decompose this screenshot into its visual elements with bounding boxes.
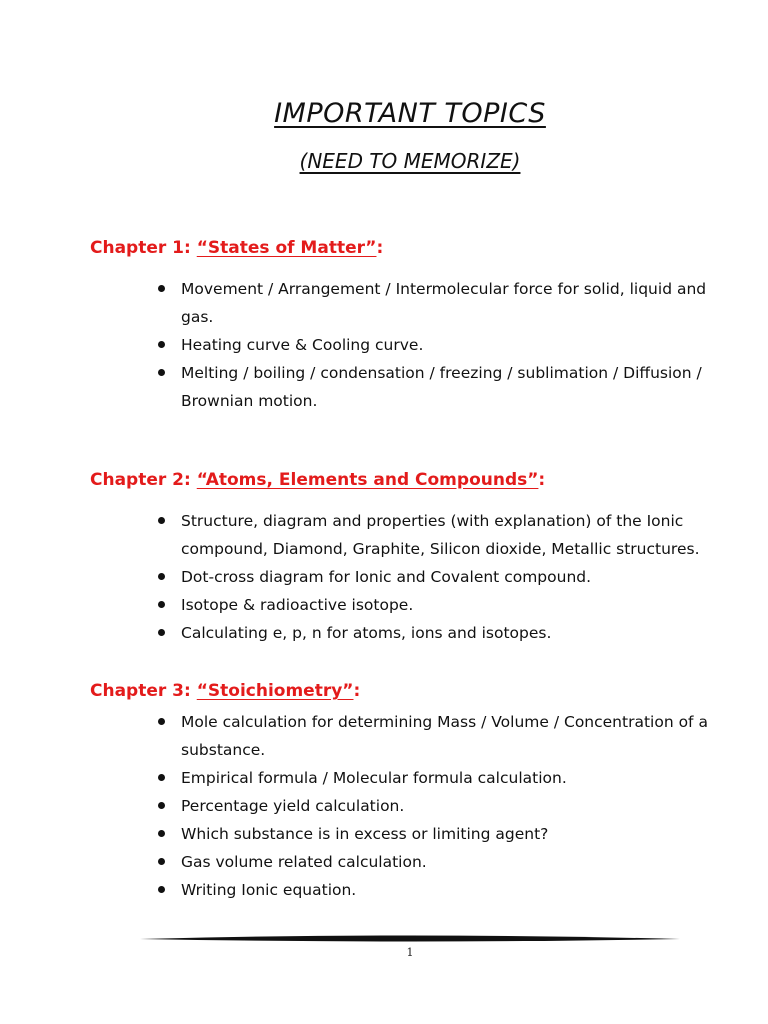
page-subtitle: (NEED TO MEMORIZE) <box>299 149 521 173</box>
chapter-2-label: Chapter 2: <box>90 470 197 490</box>
chapter-2-title: “Atoms, Elements and Compounds” <box>196 470 539 490</box>
list-item: Which substance is in excess or limiting agent? <box>158 820 738 848</box>
chapter-2-heading <box>90 470 545 490</box>
list-item: Writing Ionic equation. <box>158 876 738 904</box>
chapter-1-colon: : <box>376 238 384 258</box>
chapter-3-heading <box>90 681 360 701</box>
chapter-3-topic-list <box>158 708 738 904</box>
chapter-1-topic-list <box>158 275 738 415</box>
chapter-1-label: Chapter 1: <box>90 238 197 258</box>
list-item: Movement / Arrangement / Intermolecular force for solid, liquid and gas. <box>158 275 738 331</box>
list-item: Dot-cross diagram for Ionic and Covalent compound. <box>158 563 738 591</box>
list-item: Melting / boiling / condensation / freezing / sublimation / Diffusion / Brownian motion. <box>158 359 738 415</box>
list-item: Heating curve & Cooling curve. <box>158 331 738 359</box>
chapter-1-title: “States of Matter” <box>196 238 377 258</box>
footer-divider <box>140 933 680 945</box>
chapter-3-title: “Stoichiometry” <box>196 681 354 701</box>
list-item: Percentage yield calculation. <box>158 792 738 820</box>
page-title: IMPORTANT TOPICS <box>274 98 546 129</box>
list-item: Isotope & radioactive isotope. <box>158 591 738 619</box>
chapter-2-topic-list <box>158 507 738 647</box>
chapter-2-colon: : <box>538 470 546 490</box>
list-item: Calculating e, p, n for atoms, ions and isotopes. <box>158 619 738 647</box>
chapter-3-label: Chapter 3: <box>90 681 197 701</box>
list-item: Empirical formula / Molecular formula calculation. <box>158 764 738 792</box>
chapter-1-heading <box>90 238 383 258</box>
list-item: Structure, diagram and properties (with explanation) of the Ionic compound, Diamond, Graphite, Silicon dioxide, Metallic structures. <box>158 507 738 563</box>
chapter-3-colon: : <box>353 681 361 701</box>
page-number: 1 <box>406 946 414 959</box>
list-item: Gas volume related calculation. <box>158 848 738 876</box>
list-item: Mole calculation for determining Mass / Volume / Concentration of a substance. <box>158 708 738 764</box>
